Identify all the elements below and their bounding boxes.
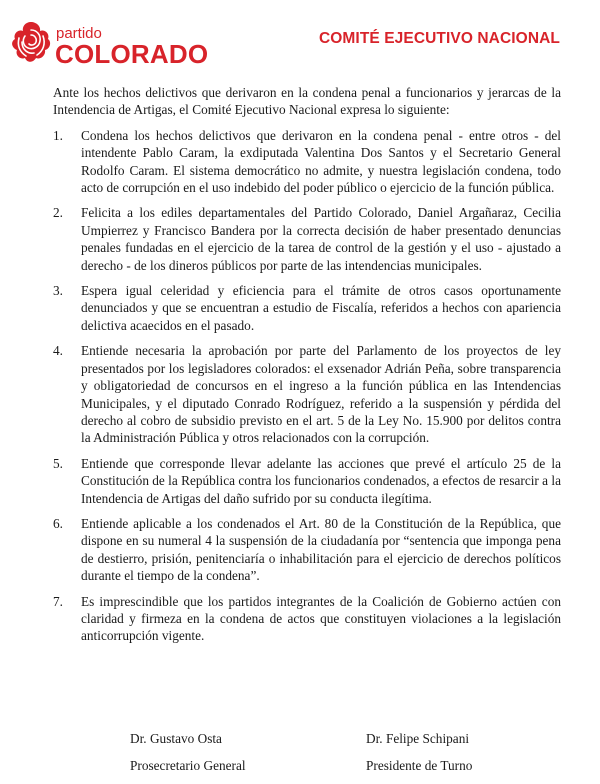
item-text: Entiende necesaria la aprobación por parte del Parlamento de los proyectos de ley presentados por los legisladores colorados: el exsenador Adrián Peña, sobre transparencia y obligatoriedad de concursos en el ingreso a la función pública en las Intendencias Municipales, y el diputado Conrado Rodríguez, referido a la suspensión y pérdida del derecho al cobro de subsidio previsto en el art. 5 de la Ley No. 15.900 por delitos contra la Administración Pública y otros relacionados con la corrupción. xyxy=(81,343,561,446)
signer-title: Prosecretario General xyxy=(130,758,246,773)
logo-partido-text: partido xyxy=(56,25,102,42)
item-text: Es imprescindible que los partidos integrantes de la Coalición de Gobierno actúen con claridad y firmeza en la condena de actos que constituyen violaciones a la legislación anticorrupción vigente. xyxy=(81,593,561,644)
signer-name: Dr. Felipe Schipani xyxy=(366,731,470,746)
item-number: 3. xyxy=(53,283,63,299)
signature-block xyxy=(0,730,600,780)
list-item xyxy=(53,593,561,645)
signature-schipani xyxy=(366,730,472,784)
item-text: Condena los hechos delictivos que derivaron en la condena penal - entre otros - del intendente Pablo Caram, la exdiputada Valentina Dos Santos y el Secretario General Rodolfo Caram. El sistema democrático no admite, y nuestra legislación condena, todo acto de corrupción en el uso indebido del poder público o ejercicio de la función pública. xyxy=(81,127,561,196)
item-number: 6. xyxy=(53,515,63,531)
item-number: 7. xyxy=(53,593,63,609)
committee-title: COMITÉ EJECUTIVO NACIONAL xyxy=(318,30,560,47)
points-list xyxy=(53,127,561,645)
letterhead xyxy=(0,0,600,76)
statement-body xyxy=(53,84,561,653)
list-item xyxy=(53,455,561,507)
signature-osta xyxy=(130,730,246,784)
item-text: Entiende aplicable a los condenados el Art. 80 de la Constitución de la República, que dispone en su numeral 4 la suspensión de la ciudadanía por “sentencia que imponga pena de destierro, prisión, penitenciaría o inhabilitación para el ejercicio de derechos políticos durante el tiempo de la condena”. xyxy=(81,515,561,584)
list-item xyxy=(53,204,561,274)
item-text: Espera igual celeridad y eficiencia para el trámite de otros casos oportunamente denunciados y que se encuentran a estudio de Fiscalía, referidos a hechos con apariencia delictiva acaecidos en el pasado. xyxy=(81,283,561,333)
signer-title: Presidente de Turno xyxy=(366,758,473,773)
item-text: Felicita a los ediles departamentales del Partido Colorado, Daniel Argañaraz, Cecilia Umpierrez y Francisco Bandera por la correcta decisión de haber presentado denuncias penales fundadas en el ejercicio de la tarea de control de la gestión y el uso - ajustado a derecho - de los dineros públicos por parte de las intendencias municipales. xyxy=(81,205,561,273)
list-item xyxy=(53,127,561,197)
logo-colorado-text: COLORADO xyxy=(55,39,209,69)
item-number: 2. xyxy=(53,205,63,221)
party-logo xyxy=(10,20,210,70)
intro-paragraph: Ante los hechos delictivos que derivaron en la condena penal a funcionarios y jerarcas de la Intendencia de Artigas, el Comité Ejecutivo Nacional expresa lo siguiente: xyxy=(53,85,561,118)
item-text: Entiende que corresponde llevar adelante las acciones que prevé el artículo 25 de la Constitución de la República contra los funcionarios condenados, a efectos de resarcir a la Intendencia de Artigas del daño sufrido por su conducta ilegítima. xyxy=(81,455,561,506)
item-number: 4. xyxy=(53,343,63,359)
signer-name: Dr. Gustavo Osta xyxy=(130,731,222,746)
list-item xyxy=(53,282,561,334)
item-number: 1. xyxy=(53,127,63,143)
list-item xyxy=(53,515,561,585)
list-item xyxy=(53,342,561,446)
item-number: 5. xyxy=(53,455,63,471)
rose-icon xyxy=(10,20,52,64)
